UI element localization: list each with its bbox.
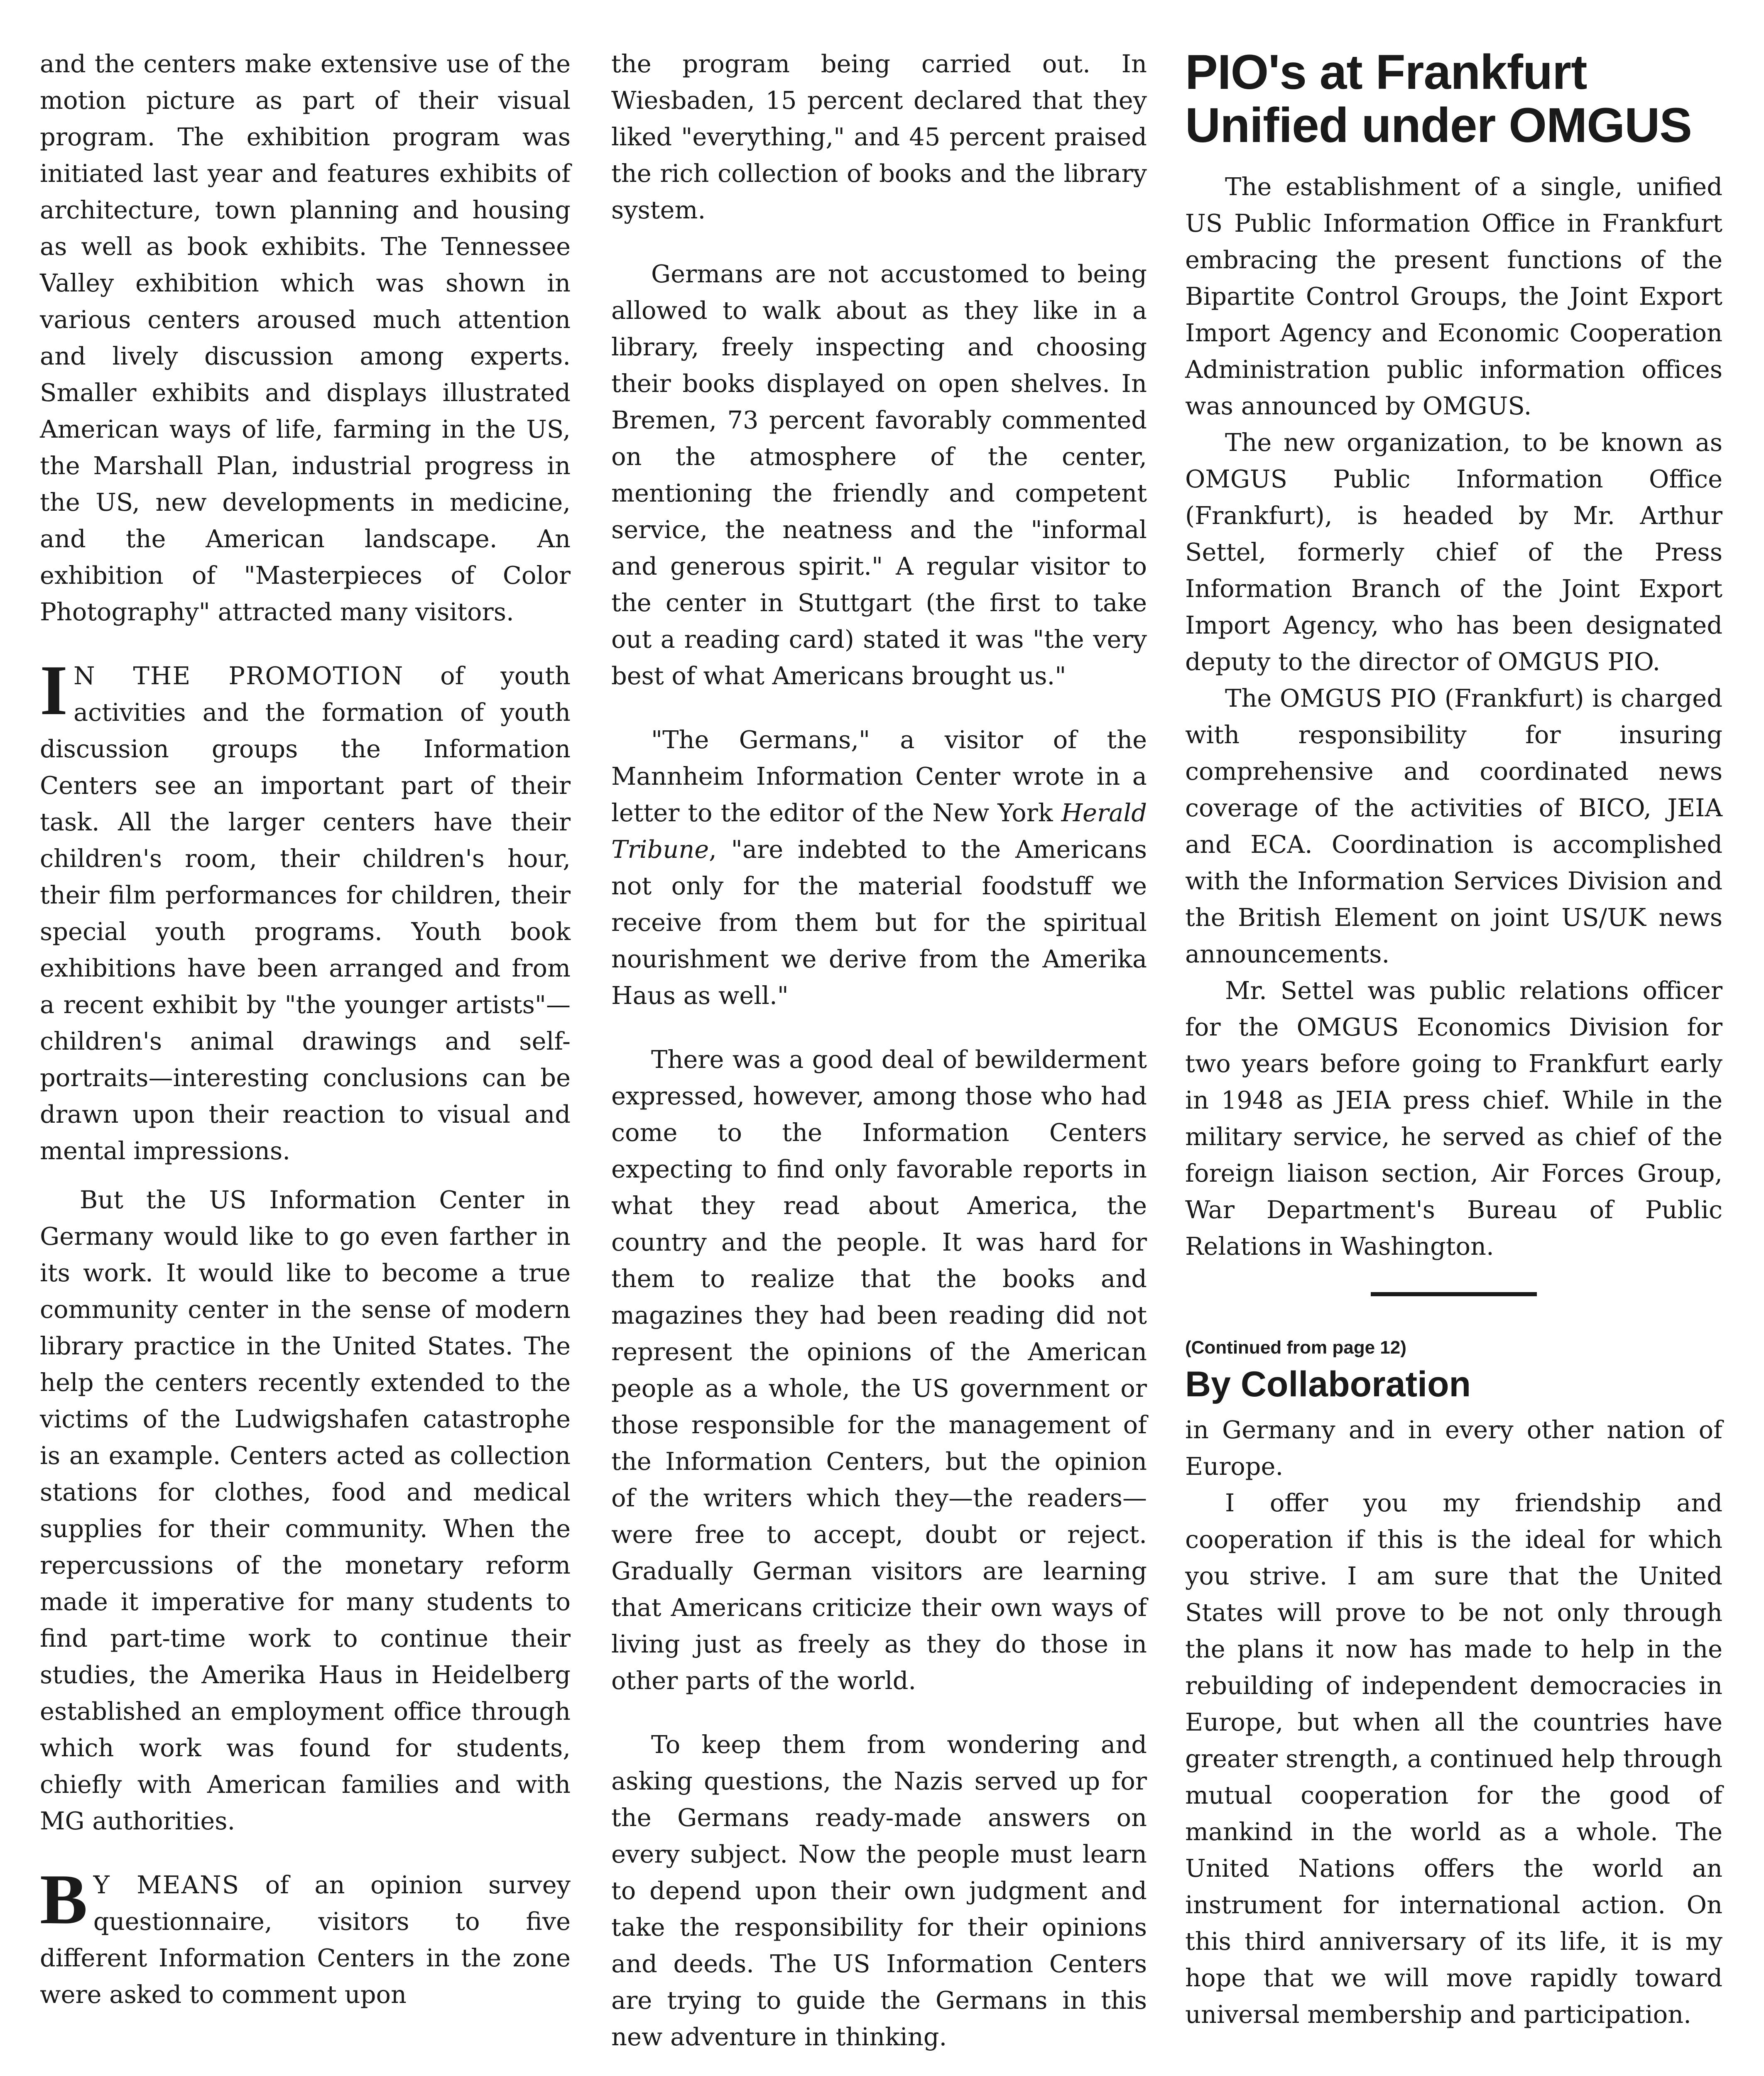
continued-note: (Continued from page 12) (1185, 1337, 1406, 1358)
body-paragraph: To keep them from wondering and asking questions, the Nazis served up for the Germans ready-made answers on every subject. Now the people must learn to depend upon their own judgment and take the responsibility for their opinions and deeds. The US Information Centers are trying to guide the Germans in this new adventure in thinking. (611, 1730, 1147, 2051)
body-paragraph (40, 651, 571, 1169)
newspaper-title: Herald Tribune (611, 798, 1147, 864)
body-paragraph: the program being carried out. In Wiesbaden, 15 percent declared that they liked "everything," and 45 percent praised the rich collection of books and the library system. (611, 49, 1147, 224)
body-paragraph (611, 722, 1147, 1014)
article-headline: PIO's at Frankfurt Unified under OMGUS (1185, 45, 1692, 153)
column-3 (1185, 46, 1722, 2033)
article-subhead: By Collaboration (1185, 1364, 1471, 1404)
body-paragraph: But the US Information Center in Germany would like to go even farther in its work. It would like to become a true community center in the sense of modern library practice in the United States. The help the centers recently extended to the victims of the Ludwigshafen catastrophe is an example. Centers acted as collection stations for clothes, food and medical supplies for their community. When the repercussions of the monetary reform made it imperative for many students to find part-time work to continue their studies, the Amerika Haus in Heidelberg established an employment office through which work was found for students, chiefly with American families and with MG authorities. (40, 1185, 571, 1835)
body-paragraph: The OMGUS PIO (Frankfurt) is charged with responsibility for insuring comprehensive and coordinated news coverage of the activities of BICO, JEIA and ECA. Coordination is accomplished with the Information Services Division and the British Element on joint US/UK news announcements. (1185, 684, 1722, 968)
drop-cap: I (40, 651, 68, 730)
body-paragraph: and the centers make extensive use of the motion picture as part of their visual program. The exhibition program was initiated last year and features exhibits of architecture, town planning and housing as well as book exhibits. The Tennessee Valley exhibition which was shown in various centers aroused much attention and lively discussion among experts. Smaller exhibits and displays illustrated American ways of life, farming in the US, the Marshall Plan, industrial progress in the US, new developments in medicine, and the American landscape. An exhibition of "Masterpieces of Color Photography" attracted many visitors. (40, 49, 571, 626)
paragraph-text: of an opinion survey questionnaire, visitors to five different Information Centers in the zone were asked to comment upon (40, 1870, 571, 2009)
drop-cap: B (40, 1860, 88, 1939)
paragraph-text: of youth activities and the formation of youth discussion groups the Information Centers see an important part of their task. All the larger centers have their children's room, their children's hour, their film performances for children, their special youth programs. Youth book exhibitions have been arranged and from a recent exhibit by "the younger artists"—children's animal drawings and self-portraits—interesting conclusions can be drawn upon their reaction to visual and mental impressions. (40, 661, 571, 1165)
lead-in-caps: Y MEANS (93, 1870, 240, 1899)
paragraph-text: , "are indebted to the Americans not only for the material foodstuff we receive from them but for the spiritual nourishment we derive from the Amerika Haus as well." (611, 835, 1147, 1010)
lead-in-caps: N THE PROMOTION (73, 661, 404, 690)
body-paragraph (40, 1860, 571, 2013)
body-paragraph: The establishment of a single, unified US Public Information Office in Frankfurt embracing the present functions of the Bipartite Control Groups, the Joint Export Import Agency and Economic Cooperation Administration public information offices was announced by OMGUS. (1185, 172, 1722, 420)
body-paragraph: The new organization, to be known as OMGUS Public Information Office (Frankfurt), is headed by Mr. Arthur Settel, formerly chief of the Press Information Branch of the Joint Export Import Agency, who has been designated deputy to the director of OMGUS PIO. (1185, 428, 1722, 676)
column-1 (40, 46, 571, 2013)
body-paragraph: I offer you my friendship and cooperation if this is the ideal for which you strive. I am sure that the United States will prove to be not only through the plans it now has made to help in the rebuilding of independent democracies in Europe, but when all the countries have greater strength, a continued help through mutual cooperation for the good of mankind in the world as a whole. The United Nations offers the world an instrument for international action. On this third anniversary of its life, it is my hope that we will move rapidly toward universal membership and participation. (1185, 1488, 1722, 2029)
body-paragraph: Mr. Settel was public relations officer for the OMGUS Economics Division for two years before going to Frankfurt early in 1948 as JEIA press chief. While in the military service, he served as chief of the foreign liaison section, Air Forces Group, War Department's Bureau of Public Relations in Washington. (1185, 976, 1722, 1261)
column-2 (611, 46, 1147, 2055)
body-paragraph: There was a good deal of bewilderment expressed, however, among those who had come to the Information Centers expecting to find only favorable reports in what they read about America, the country and the people. It was hard for them to realize that the books and magazines they had been reading did not represent the opinions of the American people as a whole, the US government or those responsible for the management of the Information Centers, but the opinion of the writers which they—the readers—were free to accept, doubt or reject. Gradually German visitors are learning that Americans criticize their own ways of living just as freely as they do those in other parts of the world. (611, 1045, 1147, 1695)
paragraph-text: "The Germans," a visitor of the Mannheim Information Center wrote in a letter to the editor of the New York (611, 725, 1147, 827)
section-divider (1371, 1292, 1537, 1296)
body-paragraph: Germans are not accustomed to being allowed to walk about as they like in a library, freely inspecting and choosing their books displayed on open shelves. In Bremen, 73 percent favorably commented on the atmosphere of the center, mentioning the friendly and competent service, the neatness and the "informal and generous spirit." A regular visitor to the center in Stuttgart (the first to take out a reading card) stated it was "the very best of what Americans brought us." (611, 260, 1147, 690)
body-paragraph: in Germany and in every other nation of Europe. (1185, 1415, 1722, 1481)
